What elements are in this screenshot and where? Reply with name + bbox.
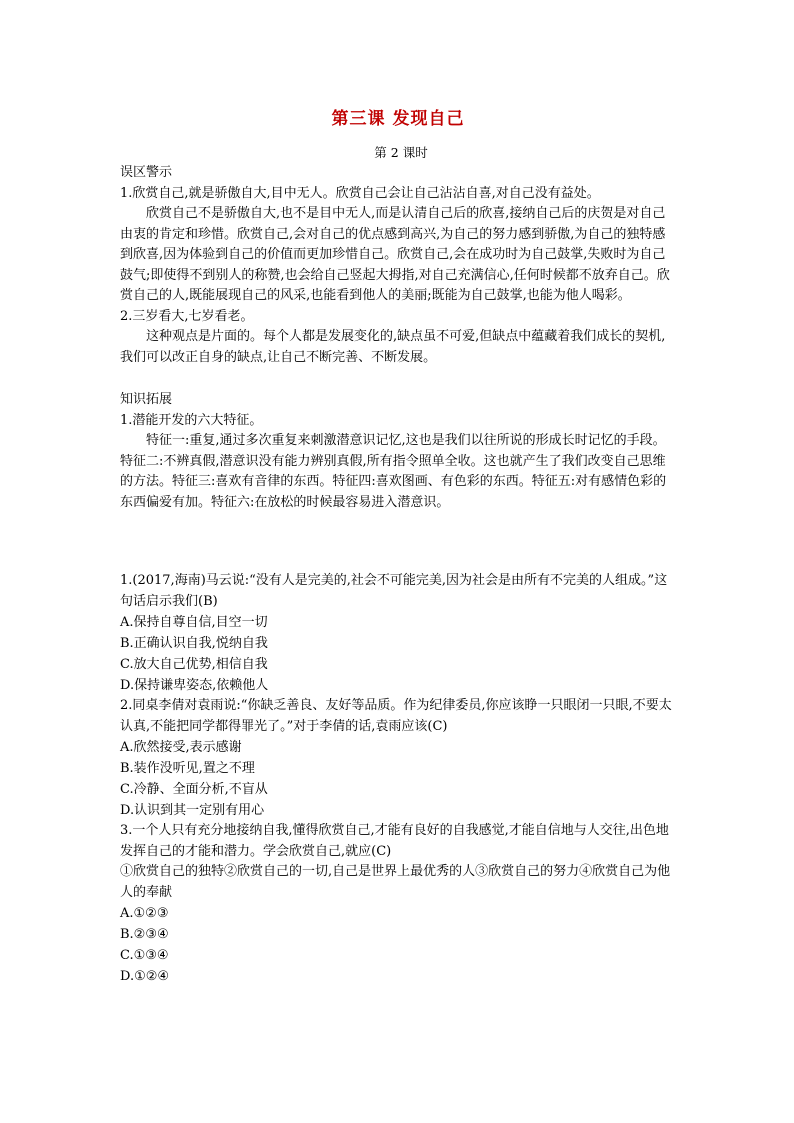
exercise-option: A.欣然接受,表示感谢: [120, 740, 242, 755]
exercise-option: B.正确认识自我,悦纳自我: [120, 636, 268, 651]
exercise-option: C.放大自己优势,相信自我: [120, 657, 268, 672]
lesson-subtitle: 第 2 课时: [374, 145, 428, 160]
exercise-option: D.保持谦卑姿态,依赖他人: [120, 678, 269, 693]
section-heading: 知识拓展: [120, 392, 173, 407]
exercise-question: 2.同桌李倩对袁雨说:“你缺乏善良、友好等品质。作为纪律委员,你应该睁一只眼闭一只眼,不要太认真,不能把同学都得罪光了。”对于李倩的话,袁雨应该(C): [120, 698, 672, 734]
misconception-statement: 2.三岁看大,七岁看老。: [120, 308, 254, 324]
misconception-statement: 1.欣赏自己,就是骄傲自大,目中无人。欣赏自己会让自己沾沾自喜,对自己没有益处。: [120, 185, 600, 201]
exercise-option: A.①②③: [120, 906, 169, 921]
section-heading: 误区警示: [120, 165, 173, 180]
exercise-option: B.装作没听见,置之不理: [120, 761, 255, 776]
lesson-title: 第三课 发现自己: [331, 109, 465, 129]
exercise-question: 3.一个人只有充分地接纳自我,懂得欣赏自己,才能有良好的自我感觉,才能自信地与人交往,出色地发挥自己的才能和潜力。学会欣赏自己,就应(C): [120, 823, 669, 859]
exercise-option: D.①②④: [120, 969, 170, 984]
section-misconceptions: [120, 163, 676, 368]
exercise-item: [120, 696, 676, 821]
exercises: [120, 571, 676, 987]
section-knowledge-extension: [120, 390, 676, 513]
exercise-option: B.②③④: [120, 927, 169, 942]
exercise-item: [120, 571, 676, 696]
extension-item-title: 1.潜能开发的六大特征。: [120, 412, 263, 428]
misconception-explanation: 这种观点是片面的。每个人都是发展变化的,缺点虽不可爱,但缺点中蕴藏着我们成长的契机,我们可以改正自身的缺点,让自己不断完善、不断发展。: [120, 329, 666, 365]
exercise-option: A.保持自尊自信,目空一切: [120, 615, 268, 630]
exercise-statements: ①欣赏自己的独特②欣赏自己的一切,自己是世界上最优秀的人③欣赏自己的努力④欣赏自己为他人的奉献: [120, 864, 671, 900]
exercise-question: 1.(2017,海南)马云说:“没有人是完美的,社会不可能完美,因为社会是由所有不完美的人组成。”这句话启示我们(B): [120, 573, 668, 609]
misconception-explanation: 欣赏自己不是骄傲自大,也不是目中无人,而是认清自己后的欣喜,接纳自己后的庆贺是对自己由衷的肯定和珍惜。欣赏自己,会对自己的优点感到高兴,为自己的努力感到骄傲,为自己的独特感到欣喜,因为体验到自己的价值而更加珍惜自己。欣赏自己,会在成功时为自己鼓掌,失败时为自己鼓气;即使得不到别人的称赞,也会给自己竖起大拇指,对自己充满信心,任何时候都不放弃自己。欣赏自己的人,既能展现自己的风采,也能看到他人的美丽;既能为自己鼓掌,也能为他人喝彩。: [120, 206, 670, 303]
exercise-item: [120, 821, 676, 987]
exercise-option: C.①③④: [120, 948, 169, 963]
exercise-option: D.认识到其一定别有用心: [120, 803, 265, 818]
document-content: [120, 104, 676, 987]
extension-item-text: 特征一:重复,通过多次重复来刺激潜意识记忆,这也是我们以往所说的形成长时记忆的手段。特征二:不辨真假,潜意识没有能力辨别真假,所有指令照单全收。这也就产生了我们改变自己思维的方法。特征三:喜欢有音律的东西。特征四:喜欢图画、有色彩的东西。特征五:对有感情色彩的东西偏爱有加。特征六:在放松的时候最容易进入潜意识。: [120, 433, 667, 510]
exercise-option: C.冷静、全面分析,不盲从: [120, 782, 268, 797]
